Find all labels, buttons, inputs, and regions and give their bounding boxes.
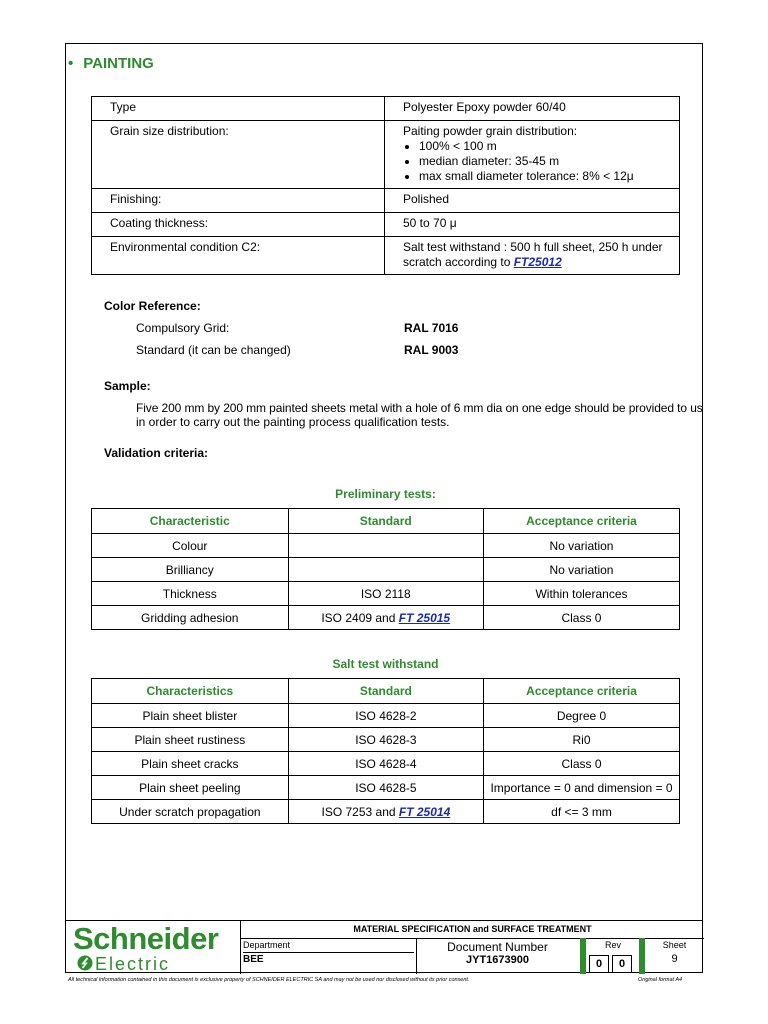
list-item: • 100% < 100 m <box>419 139 665 154</box>
title-block <box>240 921 703 974</box>
revision-label: Rev <box>604 940 621 950</box>
standard-color-value: RAL 9003 <box>404 343 459 357</box>
standard-text: ISO 7253 and <box>321 804 399 819</box>
cell-acceptance: Ri0 <box>484 728 680 752</box>
document-number-cell <box>416 938 579 974</box>
table-header-row <box>92 679 680 704</box>
table-row <box>92 582 680 606</box>
cell-standard: ISO 4628-3 <box>288 728 483 752</box>
table-row <box>92 728 680 752</box>
cell-characteristic: Gridding adhesion <box>92 606 289 630</box>
grain-value <box>385 121 680 189</box>
cell-standard: ISO 4628-5 <box>288 776 483 800</box>
compulsory-grid-label: Compulsory Grid: <box>136 321 230 335</box>
green-divider <box>580 938 586 974</box>
env-line-1: Salt test withstand : 500 h full sheet, 250 h under <box>403 240 663 254</box>
validation-heading: Validation criteria: <box>104 446 209 460</box>
table-row <box>92 213 680 237</box>
table-row <box>92 558 680 582</box>
schneider-electric-logo <box>73 923 233 973</box>
cell-characteristic: Thickness <box>92 582 289 606</box>
column-header: Acceptance criteria <box>484 679 680 704</box>
cell-acceptance: Class 0 <box>484 752 680 776</box>
env-value <box>385 237 680 275</box>
sheet-label: Sheet <box>662 940 687 950</box>
grain-list <box>403 139 665 184</box>
column-header: Characteristics <box>92 679 289 704</box>
finishing-label: Finishing: <box>92 189 385 213</box>
standard-color-label: Standard (it can be changed) <box>136 343 291 357</box>
grain-label: Grain size distribution: <box>92 121 385 189</box>
section-title: PAINTING <box>83 55 154 72</box>
sample-line-2: in order to carry out the painting process qualification tests. <box>136 415 450 429</box>
document-title: MATERIAL SPECIFICATION and SURFACE TREATMENT <box>240 921 704 939</box>
ft25012-link[interactable]: FT25012 <box>513 255 562 269</box>
logo-symbol-icon <box>77 955 93 971</box>
original-format-note: Original format A4 <box>638 977 683 983</box>
salt-test-table <box>91 678 680 824</box>
table-row <box>92 97 680 121</box>
cell-acceptance: Class 0 <box>483 606 679 630</box>
env-line-2 <box>403 255 665 270</box>
table-row <box>92 776 680 800</box>
revision-digit-1: 0 <box>589 955 609 973</box>
heading-bullet: • <box>68 55 74 72</box>
green-divider <box>639 938 645 974</box>
cell-standard: ISO 4628-4 <box>288 752 483 776</box>
cell-acceptance: No variation <box>483 534 679 558</box>
preliminary-caption: Preliminary tests: <box>335 487 436 501</box>
type-value: Polyester Epoxy powder 60/40 <box>385 97 680 121</box>
disclaimer-text: All technical information contained in this document is exclusive property of SCHNEIDER ELECTRIC SA and may not be used nor disclosed without its prior consent. <box>68 977 470 983</box>
cell-characteristic: Plain sheet peeling <box>92 776 289 800</box>
sample-line-1: Five 200 mm by 200 mm painted sheets metal with a hole of 6 mm dia on one edge should be provided to us <box>136 401 703 415</box>
preliminary-tests-table <box>91 508 680 630</box>
table-row <box>92 237 680 275</box>
cell-standard <box>288 606 483 630</box>
env-line-2-text: scratch according to <box>403 255 514 269</box>
document-number-label: Document Number <box>447 940 548 954</box>
cell-standard <box>288 534 483 558</box>
revision-digit-2: 0 <box>612 955 632 973</box>
env-label: Environmental condition C2: <box>92 237 385 275</box>
painting-spec-table <box>91 96 680 275</box>
footer-title-block <box>65 920 703 974</box>
column-header: Standard <box>288 509 483 534</box>
cell-characteristic: Under scratch propagation <box>92 800 289 824</box>
department-value: BEE <box>243 952 414 965</box>
table-row <box>92 704 680 728</box>
color-reference-heading: Color Reference: <box>104 299 201 313</box>
logo-wordmark-top: Schneider <box>73 921 219 956</box>
cell-standard: ISO 2118 <box>288 582 483 606</box>
coating-value: 50 to 70 μ <box>385 213 680 237</box>
cell-standard <box>288 800 483 824</box>
sheet-value: 9 <box>671 953 678 965</box>
cell-characteristic: Plain sheet rustiness <box>92 728 289 752</box>
list-item: • median diameter: 35-45 m <box>419 154 665 169</box>
table-row <box>92 534 680 558</box>
cell-acceptance: Degree 0 <box>484 704 680 728</box>
cell-acceptance: Within tolerances <box>483 582 679 606</box>
department-label: Department <box>243 940 291 950</box>
column-header: Standard <box>288 679 483 704</box>
cell-characteristic: Plain sheet cracks <box>92 752 289 776</box>
sheet-cell <box>646 938 703 974</box>
grain-intro: Paiting powder grain distribution: <box>403 124 578 138</box>
sample-heading: Sample: <box>104 379 151 393</box>
table-header-row <box>92 509 680 534</box>
standard-text: ISO 2409 and <box>321 610 399 625</box>
list-item: • max small diameter tolerance: 8% < 12μ <box>419 169 665 184</box>
table-row <box>92 752 680 776</box>
cell-characteristic: Plain sheet blister <box>92 704 289 728</box>
cell-standard: ISO 4628-2 <box>288 704 483 728</box>
cell-characteristic: Brilliancy <box>92 558 289 582</box>
finishing-value: Polished <box>385 189 680 213</box>
table-row <box>92 121 680 189</box>
section-heading <box>68 55 154 72</box>
column-header: Characteristic <box>92 509 289 534</box>
cell-acceptance: No variation <box>483 558 679 582</box>
document-number-value: JYT1673900 <box>466 954 529 966</box>
cell-acceptance: df <= 3 mm <box>484 800 680 824</box>
table-row <box>92 189 680 213</box>
logo-wordmark-bottom: Electric <box>95 954 171 974</box>
cell-acceptance: Importance = 0 and dimension = 0 <box>484 776 680 800</box>
department-cell <box>240 938 417 974</box>
cell-standard <box>288 558 483 582</box>
coating-label: Coating thickness: <box>92 213 385 237</box>
ft25014-link[interactable]: FT 25014 <box>398 804 451 819</box>
column-header: Acceptance criteria <box>483 509 679 534</box>
revision-cell <box>587 938 639 974</box>
table-row <box>92 800 680 824</box>
salt-caption: Salt test withstand <box>332 657 439 671</box>
type-label: Type <box>92 97 385 121</box>
table-row <box>92 606 680 630</box>
ft25015-link[interactable]: FT 25015 <box>398 610 451 625</box>
compulsory-grid-value: RAL 7016 <box>404 321 459 335</box>
cell-characteristic: Colour <box>92 534 289 558</box>
